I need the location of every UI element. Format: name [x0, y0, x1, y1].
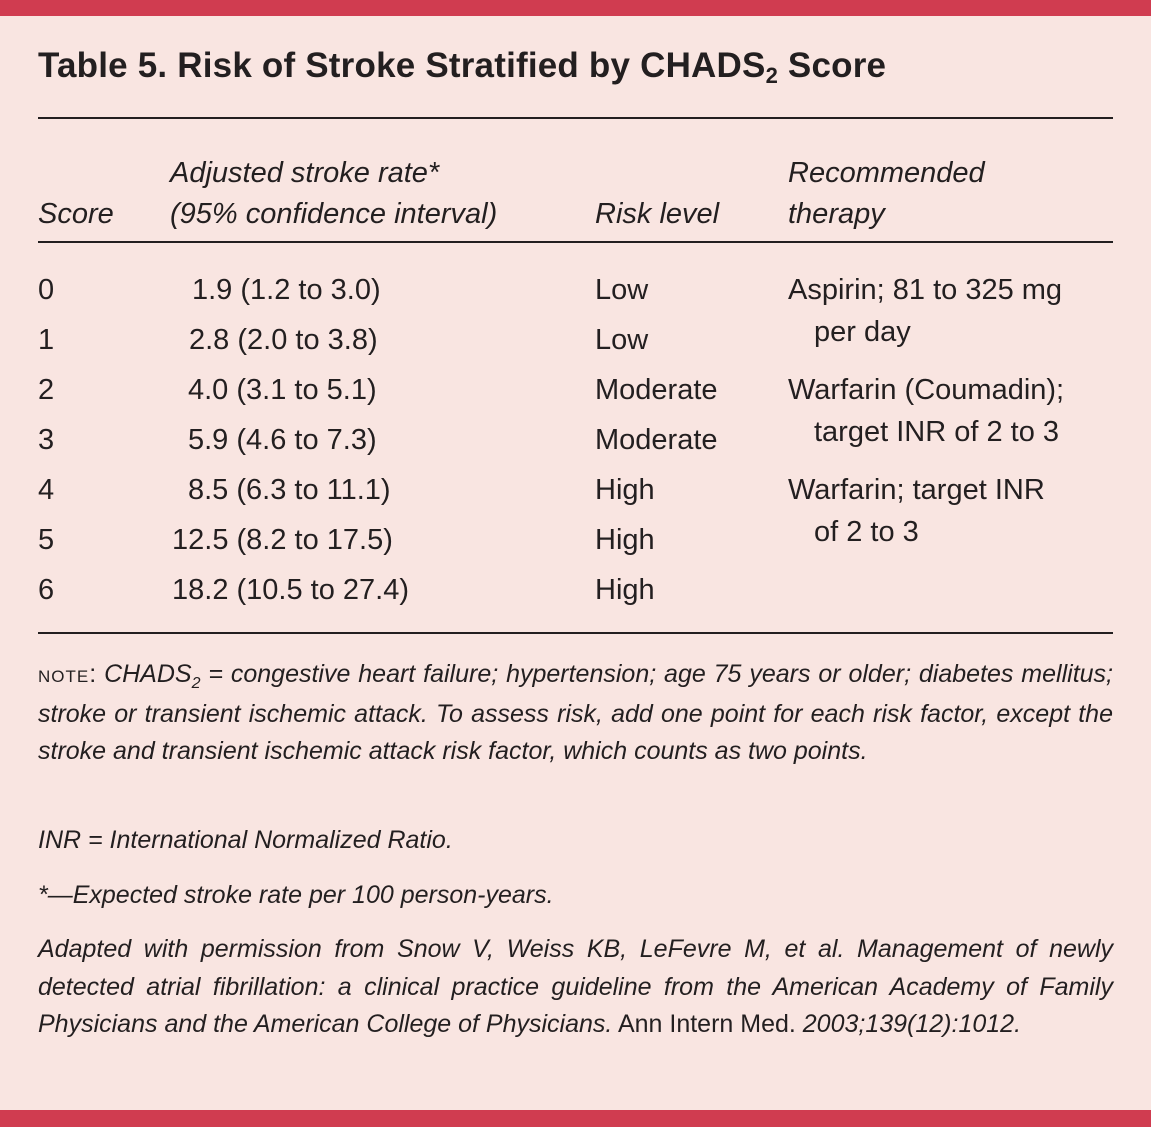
rate-cell: 12.5 (8.2 to 17.5) — [172, 524, 393, 556]
risk-cell: Low — [595, 324, 649, 356]
rate-cell: 2.8 (2.0 to 3.8) — [189, 324, 378, 356]
source-text: Adapted with permission from Snow V, Weiss KB, LeFevre M, et al. Management of newly detected atrial fibrillation: a clinical practice guideline from the American Academy of Family Physicians and the American College of Physicians. — [38, 935, 1113, 1038]
source-volume: 2003;139(12):1012. — [802, 1010, 1022, 1038]
therapy-line2: target INR of 2 to 3 — [814, 416, 1060, 448]
note-text: = congestive heart failure; hypertension; age 75 years or older; diabetes mellitus; stroke or transient ischemic attack. To assess risk, add one point for each risk factor, except the stroke and transient ischemic attack risk factor, which counts as two points. — [38, 660, 1113, 765]
score-cell: 4 — [38, 474, 55, 506]
rate-cell: 5.9 (4.6 to 7.3) — [188, 424, 377, 456]
source-journal: Ann Intern Med. — [612, 1010, 803, 1038]
header-therapy-line1: Recommended — [788, 157, 985, 189]
title-subscript: 2 — [765, 63, 778, 88]
header-therapy-line2: therapy — [788, 198, 885, 230]
rate-cell: 1.9 (1.2 to 3.0) — [192, 274, 381, 306]
note-paragraph — [38, 656, 1113, 771]
therapy-line1: Warfarin (Coumadin); — [788, 374, 1065, 406]
score-cell: 0 — [38, 274, 55, 306]
note-label: NOTE — [38, 667, 90, 686]
rate-cell: 8.5 (6.3 to 11.1) — [188, 474, 391, 506]
risk-cell: Low — [595, 274, 649, 306]
note-chads: CHADS — [104, 660, 192, 688]
risk-cell: High — [595, 524, 655, 556]
header-risk: Risk level — [595, 198, 720, 230]
title-text: Table 5. Risk of Stroke Stratified by CHADS — [38, 46, 766, 85]
risk-cell: High — [595, 574, 655, 606]
rule-bottom — [38, 632, 1113, 634]
therapy-line1: Aspirin; 81 to 325 mg — [788, 274, 1063, 306]
rate-cell: 4.0 (3.1 to 5.1) — [188, 374, 377, 406]
rule-header — [38, 241, 1113, 243]
rate-cell: 18.2 (10.5 to 27.4) — [172, 574, 409, 606]
score-cell: 1 — [38, 324, 55, 356]
note-subscript: 2 — [191, 675, 201, 692]
therapy-line2: per day — [814, 316, 911, 348]
rule-top — [38, 117, 1113, 119]
risk-cell: Moderate — [595, 374, 718, 406]
title-tail: Score — [778, 46, 887, 85]
score-cell: 2 — [38, 374, 55, 406]
score-cell: 5 — [38, 524, 55, 556]
header-score: Score — [38, 198, 114, 230]
score-cell: 6 — [38, 574, 55, 606]
therapy-line2: of 2 to 3 — [814, 516, 919, 548]
header-rate-line2: (95% confidence interval) — [170, 198, 498, 230]
note-colon: : — [89, 660, 105, 688]
score-cell: 3 — [38, 424, 55, 456]
therapy-line1: Warfarin; target INR — [788, 474, 1045, 506]
top-accent-bar — [0, 0, 1151, 16]
inr-note: INR = International Normalized Ratio. — [38, 826, 453, 854]
bottom-accent-bar — [0, 1110, 1151, 1127]
header-rate-line1: Adjusted stroke rate* — [170, 157, 440, 189]
risk-cell: High — [595, 474, 655, 506]
footnote: *—Expected stroke rate per 100 person-years. — [38, 881, 554, 909]
risk-cell: Moderate — [595, 424, 718, 456]
source-citation — [38, 931, 1113, 1044]
table-title — [38, 46, 886, 86]
